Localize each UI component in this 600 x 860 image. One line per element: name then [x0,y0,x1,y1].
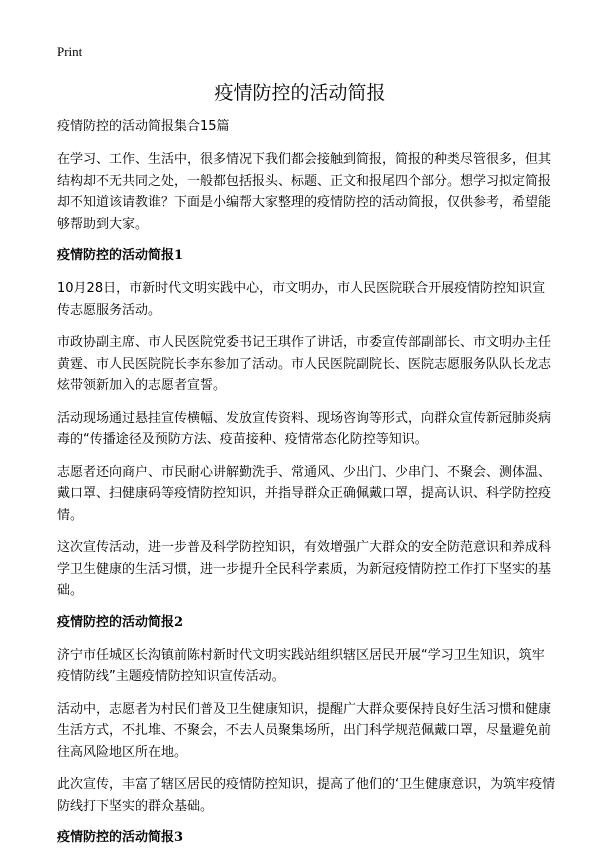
section-heading: 疫情防控的活动简报2 [57,614,184,630]
section-paragraph: 这次宣传活动，进一步普及科学防控知识，有效增强广大群众的安全防范意识和养成科学卫生健康的生活习惯，进一步提升全民科学素质，为新冠疫情防控工作打下坚实的基础。 [57,540,552,598]
section-paragraph: 此次宣传，丰富了辖区居民的疫情防控知识，提高了他们的‘卫生健康意识，为筑牢疫情防线打下坚实的群众基础。 [57,777,556,814]
document-body [57,117,557,860]
section-heading: 疫情防控的活动简报1 [57,248,184,263]
document-subtitle: 疫情防控的活动简报集合15篇 [57,119,230,134]
section-paragraph: 市政协副主席、市人民医院党委书记王琪作了讲话，市委宣传部副部长、市文明办主任黄霆、市人民医院院长李东参加了活动。市人民医院副院长、医院志愿服务队队长龙志炫带领新加入的志愿者宣誓。 [57,335,552,393]
page-title: 疫情防控的活动简报 [214,82,386,104]
section-3 [57,828,557,848]
section-2 [57,613,557,818]
section-paragraph: 志愿者还向商户、市民耐心讲解勤洗手、常通风、少出门、少串门、不聚会、测体温、戴口罩、扫健康码等疫情防控知识，并指导群众正确佩戴口罩，提高认识、科学防控疫情。 [57,464,552,523]
print-link[interactable]: Print [57,44,83,59]
section-paragraph: 活动中，志愿者为村民们普及卫生健康知识，提醒广大群众要保持良好生活习惯和健康生活方式，不扎堆、不聚会，不去人员聚集场所，出门科学规范佩戴口罩，尽量避免前往高风险地区所在地。 [57,701,552,760]
section-paragraph: 活动现场通过悬挂宣传横幅、发放宣传资料、现场咨询等形式，向群众宣传新冠肺炎病毒的“传播途径及预防方法、疫苗接种、疫情常态化防控等知识。 [57,410,552,447]
section-paragraph: 济宁市任城区长沟镇前陈村新时代文明实践站组织辖区居民开展“学习卫生知识，筑牢疫情防线”主题疫情防控知识宣传活动。 [57,647,545,684]
section-paragraph: 10月28日，市新时代文明实践中心，市文明办，市人民医院联合开展疫情防控知识宣传志愿服务活动。 [57,281,546,318]
section-heading: 疫情防控的活动简报3 [57,830,184,845]
section-1 [57,246,557,602]
intro-paragraph: 在学习、工作、生活中，很多情况下我们都会接触到简报，简报的种类尽管很多，但其结构却不无共同之处，一般都包括报头、标题、正文和报尾四个部分。想学习拟定简报却不知道该请教谁？下面是小编帮大家整理的疫情防控的活动简报，仅供参考，希望能够帮助到大家。 [57,152,552,232]
